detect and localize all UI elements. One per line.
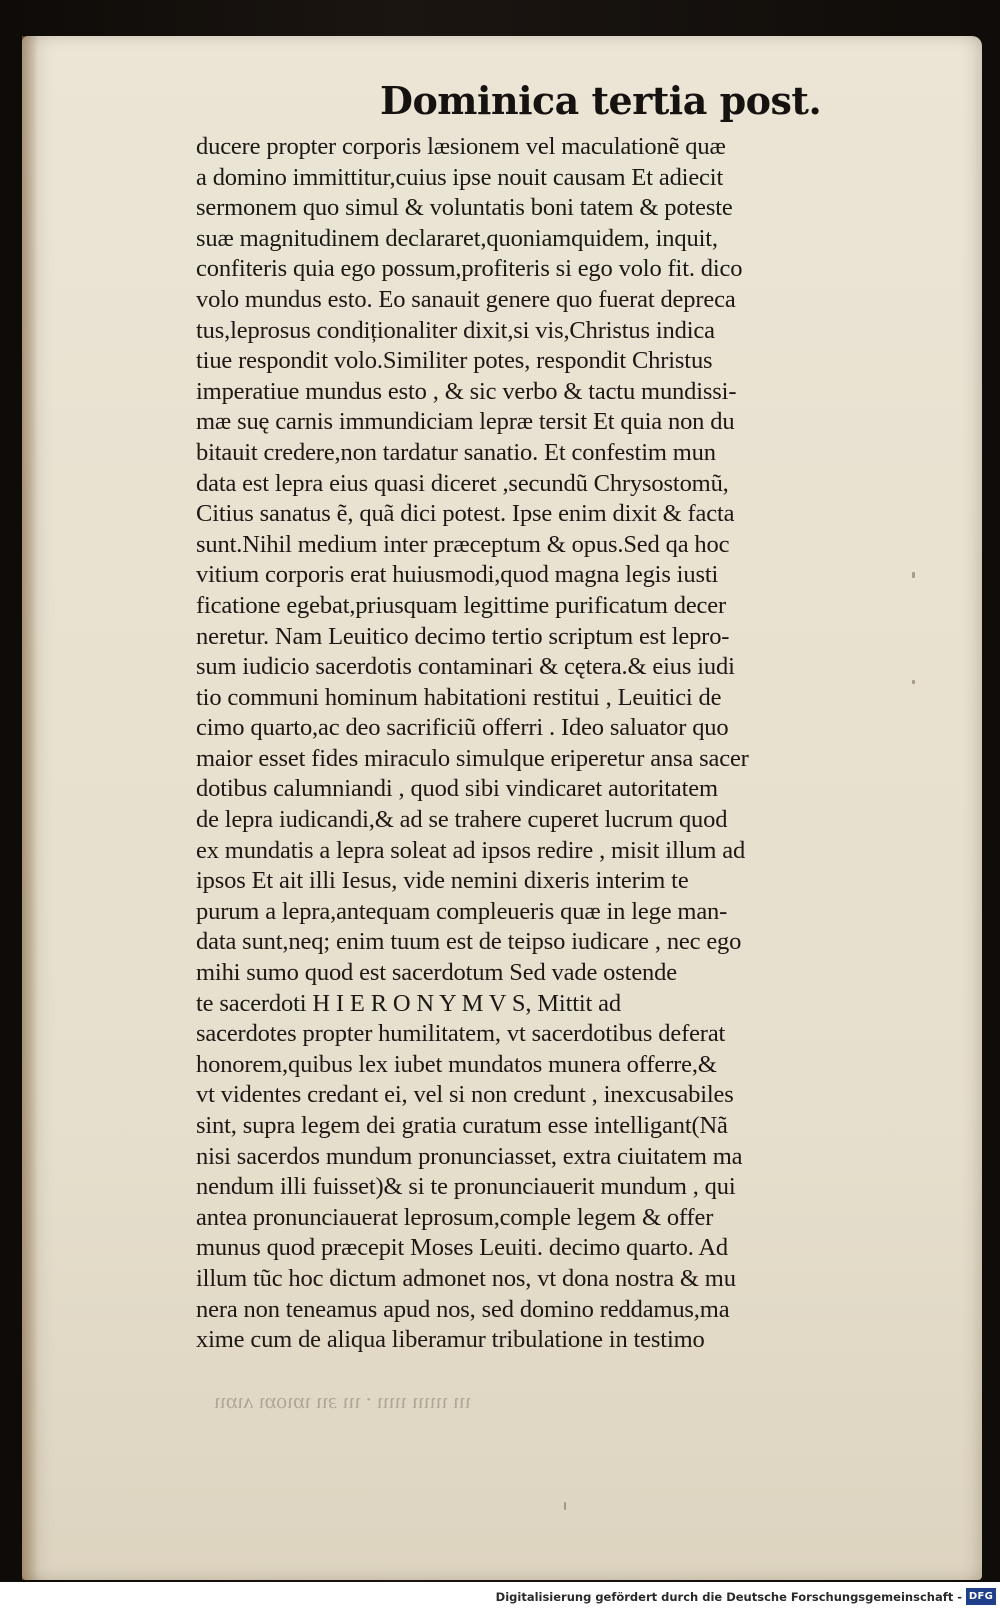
text-line: nendum illi fuisset)& si te pronunciauerit mundum , qui (196, 1173, 736, 1201)
text-line: neretur. Nam Leuitico decimo tertio scriptum est lepro- (196, 622, 730, 650)
text-line: bitauit credere,non tardatur sanatio. Et confestim mun (196, 438, 716, 466)
text-line: purum a lepra,antequam compleueris quæ in lege man- (196, 897, 728, 925)
text-line: maior esset fides miraculo simulque eriperetur ansa sacer (196, 744, 749, 772)
text-line: nisi sacerdos mundum pronunciasset, extra ciuitatem ma (196, 1142, 743, 1170)
text-line: data est lepra eius quasi diceret ,secundũ Chrysostomũ, (196, 469, 729, 497)
text-line: dotibus calumniandi , quod sibi vindicaret autoritatem (196, 775, 718, 803)
text-line: imperatiue mundus esto , & sic verbo & tactu mundissi- (196, 377, 737, 405)
text-line: illum tũc hoc dictum admonet nos, vt dona nostra & mu (196, 1264, 736, 1292)
text-line: ficatione egebat,priusquam legittime purificatum decer (196, 591, 727, 619)
digitization-credit: Digitalisierung gefördert durch die Deutsche Forschungsgemeinschaft - (495, 1590, 962, 1604)
margin-speck (912, 572, 915, 578)
text-line: antea pronunciauerat leprosum,comple legem & offer (196, 1203, 714, 1231)
text-line: sint, supra legem dei gratia curatum esse intelligant(Nã (196, 1112, 728, 1139)
text-line: nera non teneamus apud nos, sed domino reddamus,ma (196, 1295, 730, 1323)
text-line: vitium corporis erat huiusmodi,quod magna legis iusti (196, 561, 719, 589)
text-line: sermonem quo simul & voluntatis boni tatem & poteste (196, 194, 733, 222)
text-line: honorem,quibus lex iubet mundatos munera offerre,& (196, 1050, 717, 1078)
text-line: cimo quarto,ac deo sacrificiũ offerri . Ideo saluator quo (196, 714, 729, 742)
digitization-footer (0, 1582, 1000, 1615)
text-line: ducere propter corporis læsionem vel maculationẽ quæ (196, 133, 726, 160)
text-line: confiteris quia ego possum,profiteris si ego volo fit. dico (196, 255, 743, 283)
text-line: munus quod præcepit Moses Leuiti. decimo quarto. Ad (196, 1234, 728, 1262)
text-line: sunt.Nihil medium inter præceptum & opus.Sed qa hoc (196, 530, 730, 558)
margin-speck (564, 1502, 566, 1510)
text-line: mihi sumo quod est sacerdotum Sed vade ostende (196, 959, 677, 987)
text-line: sum iudicio sacerdotis contaminari & cętera.& eius iudi (196, 653, 735, 681)
text-block (196, 132, 890, 1356)
text-line: sacerdotes propter humilitatem, vt sacerdotibus deferat (196, 1020, 726, 1048)
text-line: ipsos Et ait illi Iesus, vide nemini dixeris interim te (196, 867, 689, 895)
text-line: a domino immittitur,cuius ipse nouit causam Et adiecit (196, 163, 724, 191)
text-line: suæ magnitudinem declararet,quoniamquidem, inquit, (196, 224, 718, 252)
dfg-logo: DFG (966, 1588, 996, 1605)
text-line: te sacerdoti H I E R O N Y M V S, Mittit ad (196, 989, 621, 1017)
text-line: data sunt,neq; enim tuum est de teipso iudicare , nec ego (196, 928, 742, 956)
text-line: ex mundatis a lepra soleat ad ipsos redire , misit illum ad (196, 836, 746, 864)
text-line: tus,leprosus condiționaliter dixit,si vis,Christus indica (196, 316, 715, 344)
bleed-through-text: ιιαιν ιαοιαι ιιε ιιι . ιιιιι ιιιιιι ιιι (214, 1393, 471, 1418)
text-line: Citius sanatus ẽ, quã dici potest. Ipse enim dixit & facta (196, 500, 735, 528)
text-line: xime cum de aliqua liberamur tribulatione in testimo (196, 1326, 705, 1354)
text-line: de lepra iudicandi,& ad se trahere cuperet lucrum quod (196, 806, 728, 834)
text-line: volo mundus esto. Eo sanauit genere quo fuerat depreca (196, 285, 736, 313)
margin-speck (912, 680, 915, 684)
text-line: vt videntes credant ei, vel si non credunt , inexcusabiles (196, 1081, 734, 1109)
text-line: tiue respondit volo.Similiter potes, respondit Christus (196, 347, 713, 375)
text-line: mæ suę carnis immundiciam lepræ tersit Et quia non du (196, 408, 735, 436)
text-line: tio communi hominum habitationi restitui , Leuitici de (196, 683, 722, 711)
running-head: Dominica tertia post. (380, 78, 822, 123)
